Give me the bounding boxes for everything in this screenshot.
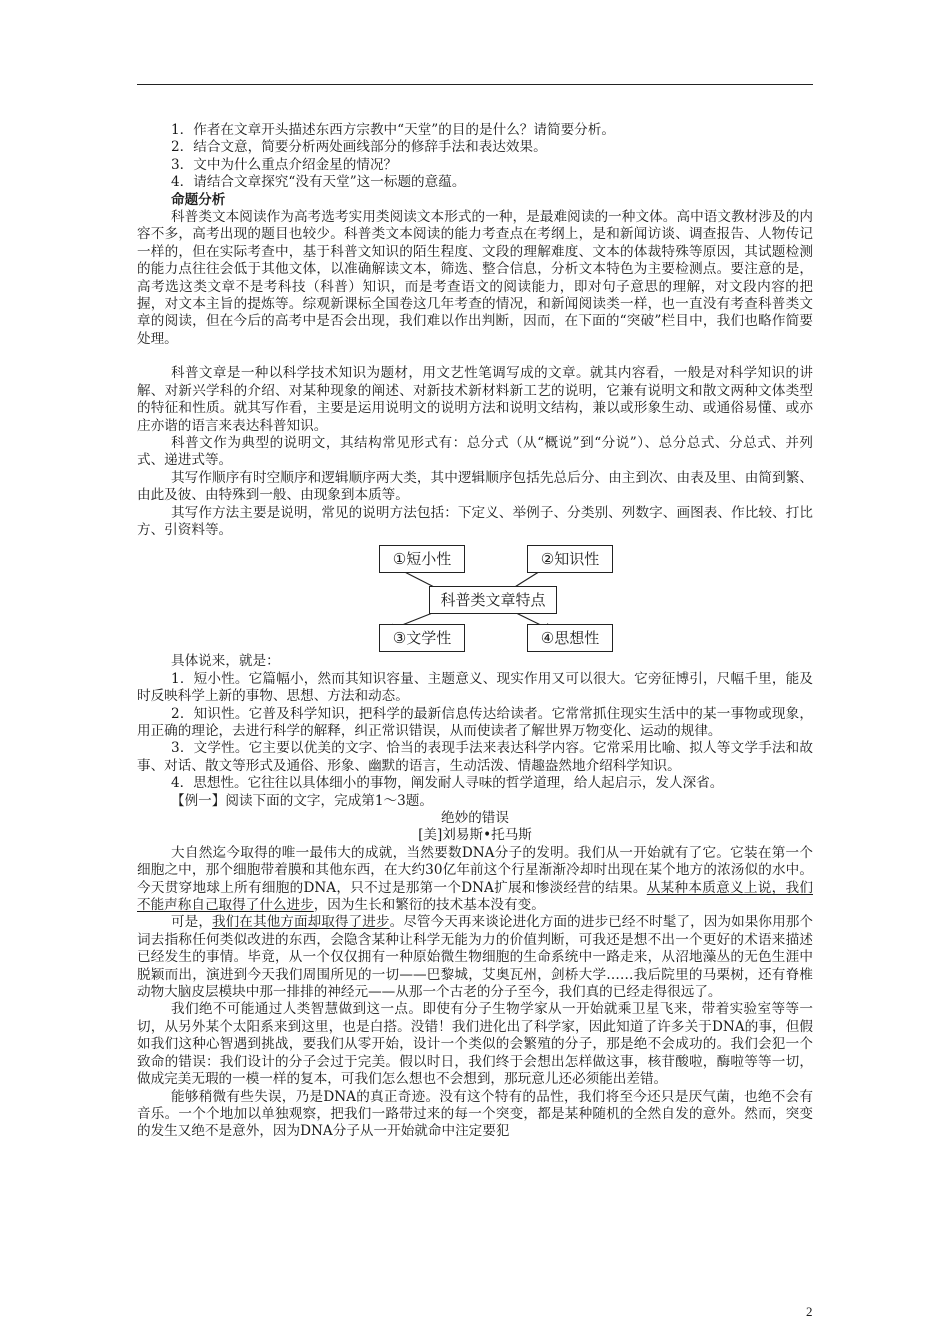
underlined-sentence-2: 我们在其他方面却取得了进步 [211, 914, 390, 931]
question-2: 2．结合文意，简要分析两处画线部分的修辞手法和表达效果。 [171, 139, 547, 156]
feature-3: 3．文学性。它主要以优美的文字、恰当的表现手法来表达科学内容。它常采用比喻、拟人等文学手法和故事、对话、散文等形式及通俗、形象、幽默的语言，生动活泼、情趣盎然地介绍科学知识。 [137, 740, 813, 774]
analysis-heading: 命题分析 [171, 191, 226, 208]
feature-1: 1．短小性。它篇幅小，然而其知识容量、主题意义、现实作用又可以很大。它旁征博引，尺幅千里，能及时反映科学上新的事物、思想、方法和动态。 [137, 670, 813, 705]
underlined-sentence-1: 从某种本质意义上说，我们不能声称自己取得了什么进步 [137, 879, 813, 914]
intro-paragraph-4: 其写作方法主要是说明，常见的说明方法包括：下定义、举例子、分类别、列数字、画图表、作比较、打比方、引资料等。 [137, 504, 813, 538]
page-number: 2 [806, 1304, 813, 1319]
article-paragraph-2 [137, 914, 813, 1001]
header-rule [137, 84, 813, 85]
intro-paragraph-1: 科普文章是一种以科学技术知识为题材，用文艺性笔调写成的文章。就其内容看，一般是对科学知识的讲解、对新兴学科的介绍、对某种现象的阐述、对新技术新材料新工艺的说明，它兼有说明文和散文两种文体类型的特征和性质。就其写作看，主要是运用说明文的说明方法和说明文结构，兼以或形象生动、或通俗易懂、或亦庄亦谐的语言来表达科普知识。 [137, 365, 813, 434]
box-center: 科普类文章特点 [429, 586, 557, 614]
feature-4: 4．思想性。它往往以具体细小的事物，阐发耐人寻味的哲学道理，给人起启示，发人深省。 [171, 775, 724, 792]
p1-text: 大自然迄今取得的唯一最伟大的成就，当然要数DNA分子的发明。我们从一开始就有了它。它装在第一个细胞之中，那个细胞带着膜和其他东西，在大约30亿年前这个行星渐渐冷却时出现在某个地方的浓汤似的水中。今天贯穿地球上所有细胞的DNA，只不过是那第一个DNA扩展和惨淡经营的结果。 [137, 844, 813, 896]
box-literary: ③文学性 [379, 624, 465, 652]
feature-2: 2．知识性。它普及科学知识，把科学的最新信息传达给读者。它常常抓住现实生活中的某一事物或现象，用正确的理论，去进行科学的解释，纠正常识错误，从而使读者了解世界万物变化、运动的规律。 [137, 705, 813, 739]
box-thought: ④思想性 [527, 624, 613, 652]
document-body [137, 122, 813, 1141]
article-paragraph-4: 能够稍微有些失误，乃是DNA的真正奇迹。没有这个特有的品性，我们将至今还只是厌气菌，也绝不会有音乐。一个个地加以单独观察，把我们一路带过来的每一个突变，都是某种随机的全然自发的意外。然而，突变的发生又绝不是意外，因为DNA分子从一开始就命中注定要犯 [137, 1088, 813, 1140]
question-3: 3．文中为什么重点介绍金星的情况？ [171, 156, 398, 173]
specific-intro: 具体说来，就是： [171, 653, 280, 670]
article-paragraph-3: 我们绝不可能通过人类智慧做到这一点。即使有分子生物学家从一开始就乘卫星飞来，带着实验室等等一切，从另外某个太阳系来到这里，也是白搭。没错！我们进化出了科学家，因此知道了许多关于DNA的事，但假如我们这种心智遇到挑战，要我们从零开始，设计一个类似的会繁殖的分子，那是绝不会成功的。我们会犯一个致命的错误：我们设计的分子会过于完美。假以时日，我们终于会想出怎样做这事，核苷酸啦，酶啦等等一切，做成完美无瑕的一模一样的复本，可我们怎么想也不会想到，那玩意儿还必须能出差错。 [137, 1001, 813, 1088]
analysis-paragraph: 科普类文本阅读作为高考选考实用类阅读文本形式的一种，是最难阅读的一种文体。高中语文教材涉及的内容不多，高考出现的题目也较少。科普类文本阅读的能力考查点在考纲上，是和新闻访谈、调查报告、人物传记一样的，但在实际考查中，基于科普文知识的陌生程度、文段的理解难度、文本的体裁特殊等原因，其试题检测的能力点往往会低于其他文体，以准确解读文本，筛选、整合信息，分析文本特色为主要检测点。要注意的是，高考选这类文章不是考科技（科普）知识，而是考查语文的阅读能力，即对句子意思的理解，对文段内容的把握，对文本主旨的提炼等。综观新课标全国卷这几年考查的情况，和新闻阅读类一样，也一直没有考查科普类文章的阅读，但在今后的高考中是否会出现，我们难以作出判断，因而，在下面的“突破”栏目中，我们也略作简要处理。 [137, 209, 813, 347]
spacer [137, 348, 813, 365]
question-4: 4．请结合文章探究“没有天堂”这一标题的意蕴。 [171, 174, 466, 191]
box-knowledge: ②知识性 [527, 545, 613, 573]
box-short: ①短小性 [379, 545, 465, 573]
intro-paragraph-2: 科普文作为典型的说明文，其结构常见形式有：总分式（从“概说”到“分说”）、总分总式、分总式、并列式、递进式等。 [137, 434, 813, 469]
article-author: [美]刘易斯•托马斯 [418, 827, 532, 844]
p2-head: 可是， [171, 914, 212, 931]
question-1: 1．作者在文章开头描述东西方宗教中“天堂”的目的是什么？请简要分析。 [171, 122, 615, 138]
features-diagram [137, 541, 813, 649]
p1-tail: ，因为生长和繁衍的技术基本没有变。 [313, 897, 545, 914]
example-intro: 【例一】阅读下面的文字，完成第1～3题。 [171, 792, 433, 809]
p2-text: 。尽管今天再来谈论进化方面的进步已经不时髦了，因为如果你用那个词去指称任何类似改进的东西，会隐含某种让科学无能为力的价值判断，可我还是想不出一个更好的术语来描述已经发生的事情。毕竟，从一个仅仅拥有一种原始微生物细胞的生命系统中一路走来，从沼地藻丛的无色生涯中脱颖而出，演进到今天我们周围所见的一切——巴黎城，艾奥瓦州，剑桥大学……我后院里的马栗树，还有脊椎动物大脑皮层模块中那一排排的神经元——从那一个古老的分子至今，我们真的已经走得很远了。 [137, 914, 813, 1001]
intro-paragraph-3: 其写作顺序有时空顺序和逻辑顺序两大类，其中逻辑顺序包括先总后分、由主到次、由表及里、由简到繁、由此及彼、由特殊到一般、由现象到本质等。 [137, 469, 813, 504]
article-paragraph-1 [137, 845, 813, 915]
article-title: 绝妙的错误 [441, 810, 509, 826]
